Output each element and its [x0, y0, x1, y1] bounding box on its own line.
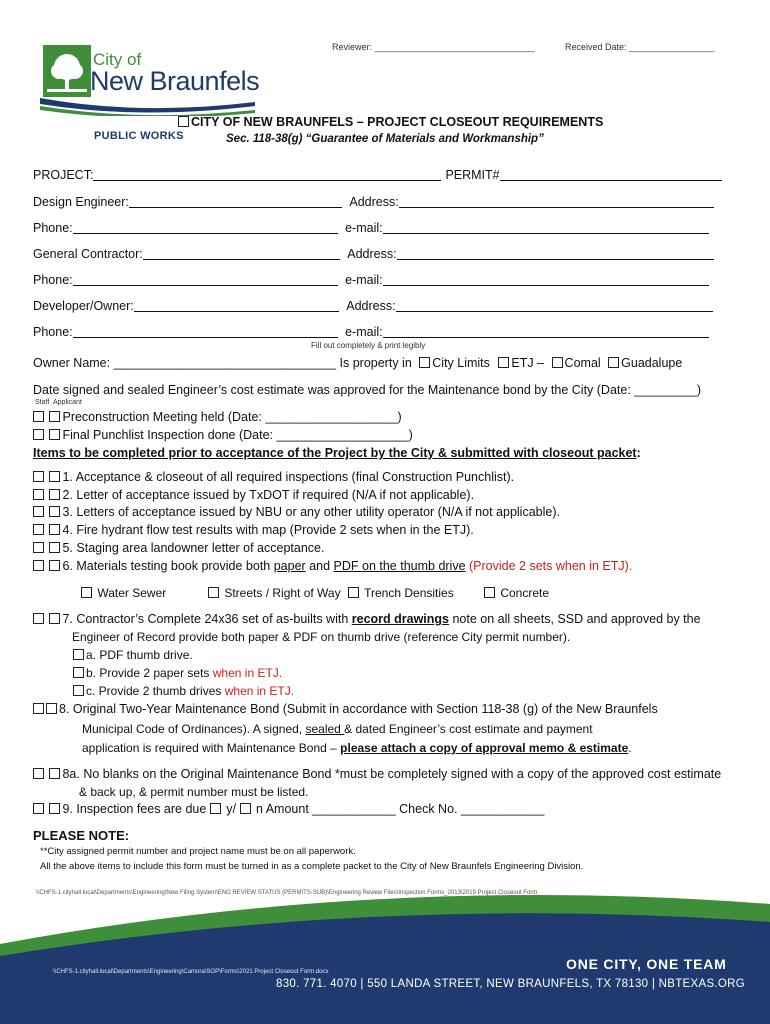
design-phone-row: Phone: e-mail: — [33, 221, 709, 235]
staff-checkbox[interactable] — [33, 471, 44, 482]
permit-input[interactable] — [500, 168, 722, 181]
item-7: 7. Contractor’s Complete 24x36 set of as-builts with record drawings note on all sheets, SSD and approved by the — [33, 612, 701, 626]
applicant-checkbox[interactable] — [46, 703, 57, 714]
fees-yes-checkbox[interactable] — [210, 803, 221, 814]
footer-contact: 830. 771. 4070 | 550 LANDA STREET, NEW BRAUNFELS, TX 78130 | NBTEXAS.ORG — [276, 978, 746, 990]
concrete-option: Concrete — [484, 586, 549, 600]
contractor-phone-row: Phone: e-mail: — [33, 273, 709, 287]
developer-phone-row: Phone: e-mail: — [33, 325, 709, 339]
item-8a-line2: & back up, & permit number must be listed. — [79, 785, 309, 799]
item-7b-checkbox[interactable] — [73, 667, 84, 678]
item-8-line3: application is required with Maintenance Bond – please attach a copy of approval memo & estimate. — [82, 741, 632, 755]
general-contractor-row: General Contractor: Address: — [33, 247, 714, 261]
cost-estimate-row: Date signed and sealed Engineer’s cost estimate was approved for the Maintenance bond by the City (Date: _________) — [33, 383, 702, 397]
item-3: 3. Letters of acceptance issued by NBU or any other utility operator (N/A if not applicable). — [33, 505, 560, 519]
item-4: 4. Fire hydrant flow test results with map (Provide 2 sets when in the ETJ). — [33, 523, 474, 537]
applicant-checkbox[interactable] — [49, 506, 60, 517]
design-engineer-address-input[interactable] — [399, 195, 714, 208]
applicant-checkbox[interactable] — [49, 542, 60, 553]
preconstruction-row: Preconstruction Meeting held (Date: ___________________) — [33, 410, 402, 424]
item-9: 9. Inspection fees are due y/ n Amount ____________ Check No. ____________ — [33, 802, 544, 816]
streets-option: Streets / Right of Way — [208, 586, 341, 600]
item-7a-checkbox[interactable] — [73, 649, 84, 660]
project-row: PROJECT: PERMIT# — [33, 168, 722, 182]
item-8: 8. Original Two-Year Maintenance Bond (Submit in accordance with Section 118-38 (g) of the New Braunfels — [33, 702, 658, 716]
staff-checkbox[interactable] — [33, 803, 44, 814]
note-heading: PLEASE NOTE: — [33, 828, 130, 843]
title-checkbox[interactable] — [178, 116, 189, 127]
developer-address-input[interactable] — [396, 299, 713, 312]
staff-checkbox[interactable] — [33, 703, 44, 714]
staff-checkbox[interactable] — [33, 768, 44, 779]
design-engineer-row: Design Engineer: Address: — [33, 195, 714, 209]
applicant-checkbox[interactable] — [49, 803, 60, 814]
general-contractor-input[interactable] — [143, 247, 340, 260]
footer-band — [0, 884, 770, 1024]
staff-checkbox[interactable] — [33, 506, 44, 517]
concrete-checkbox[interactable] — [484, 587, 495, 598]
applicant-checkbox[interactable] — [49, 560, 60, 571]
item-7c-checkbox[interactable] — [73, 685, 84, 696]
logo-name: New Braunfels — [90, 66, 260, 96]
water-sewer-checkbox[interactable] — [81, 587, 92, 598]
contractor-email-input[interactable] — [383, 273, 709, 286]
staff-checkbox[interactable] — [33, 524, 44, 535]
staff-column-label: Staff — [35, 399, 50, 406]
form-title: CITY OF NEW BRAUNFELS – PROJECT CLOSEOUT REQUIREMENTS — [178, 115, 603, 129]
logo-swoosh — [40, 94, 255, 116]
guadalupe-checkbox[interactable] — [608, 357, 619, 368]
water-sewer-option: Water Sewer — [81, 586, 166, 600]
reviewer-field[interactable]: Reviewer: ________________________________ — [332, 42, 535, 52]
punchlist-row: Final Punchlist Inspection done (Date: ___________________) — [33, 428, 413, 442]
logo-city-of: City of — [93, 50, 142, 69]
item-6: 6. Materials testing book provide both paper and PDF on the thumb drive (Provide 2 sets when in ETJ). — [33, 559, 632, 573]
project-input[interactable] — [93, 168, 441, 181]
tree-logo-icon — [43, 45, 91, 97]
developer-email-input[interactable] — [383, 325, 709, 338]
item-7b: b. Provide 2 paper sets when in ETJ. — [73, 666, 282, 680]
form-subtitle: Sec. 118-38(g) “Guarantee of Materials and Workmanship” — [226, 133, 544, 145]
fill-note: Fill out completely & print legibly — [311, 341, 426, 350]
developer-owner-input[interactable] — [134, 299, 339, 312]
staff-checkbox[interactable] — [33, 542, 44, 553]
etj-checkbox[interactable] — [498, 357, 509, 368]
logo-dept: PUBLIC WORKS — [94, 130, 184, 142]
owner-row: Owner Name: ________________________________ Is property in City Limits ETJ – Comal Guadalupe — [33, 356, 683, 370]
comal-checkbox[interactable] — [552, 357, 563, 368]
contractor-phone-input[interactable] — [73, 273, 338, 286]
item-1: 1. Acceptance & closeout of all required inspections (final Construction Punchlist). — [33, 470, 514, 484]
applicant-checkbox[interactable] — [49, 429, 60, 440]
item-7-line2: Engineer of Record provide both paper & PDF on thumb drive (reference City permit number). — [72, 630, 571, 644]
fees-no-checkbox[interactable] — [240, 803, 251, 814]
item-2: 2. Letter of acceptance issued by TxDOT if required (N/A if not applicable). — [33, 488, 474, 502]
city-limits-checkbox[interactable] — [419, 357, 430, 368]
staff-checkbox[interactable] — [33, 560, 44, 571]
applicant-checkbox[interactable] — [49, 489, 60, 500]
staff-checkbox[interactable] — [33, 429, 44, 440]
trench-checkbox[interactable] — [348, 587, 359, 598]
applicant-column-label: Applicant — [53, 399, 82, 406]
applicant-checkbox[interactable] — [49, 471, 60, 482]
staff-checkbox[interactable] — [33, 489, 44, 500]
applicant-checkbox[interactable] — [49, 524, 60, 535]
developer-phone-input[interactable] — [73, 325, 338, 338]
applicant-checkbox[interactable] — [49, 411, 60, 422]
applicant-checkbox[interactable] — [49, 768, 60, 779]
item-7c: c. Provide 2 thumb drives when in ETJ. — [73, 684, 294, 698]
item-8a: 8a. No blanks on the Original Maintenance Bond *must be completely signed with a copy of the approved cost estimate — [33, 767, 721, 781]
trench-option: Trench Densities — [348, 586, 454, 600]
contractor-address-input[interactable] — [397, 247, 714, 260]
item-8-line2: Municipal Code of Ordinances). A signed, sealed & dated Engineer’s cost estimate and payment — [82, 722, 593, 736]
developer-owner-row: Developer/Owner: Address: — [33, 299, 713, 313]
streets-checkbox[interactable] — [208, 587, 219, 598]
note-line-1: **City assigned permit number and project name must be on all paperwork. — [40, 846, 356, 857]
items-header: Items to be completed prior to acceptance of the Project by the City & submitted with closeout packet: — [33, 446, 641, 460]
design-engineer-input[interactable] — [129, 195, 342, 208]
staff-checkbox[interactable] — [33, 411, 44, 422]
item-5: 5. Staging area landowner letter of acceptance. — [33, 541, 324, 555]
note-line-2: All the above items to include this form must be turned in as a complete packet to the City of New Braunfels Engineering Division. — [40, 861, 584, 872]
footer-slogan: ONE CITY, ONE TEAM — [566, 956, 727, 972]
staff-checkbox[interactable] — [33, 613, 44, 624]
file-path-1: \\CHFS-1.cityhall.local\Departments\Engineering\New Filing System\ENG REVIEW STATUS (PERMITS-SUB)\Engineering Review Files\Inspection Forms_2013\2019 Project Closeout Form — [36, 890, 538, 896]
design-phone-input[interactable] — [73, 221, 338, 234]
item-7a: a. PDF thumb drive. — [73, 648, 193, 662]
file-path-2: \\CHFS-1.cityhall.local\Departments\Engineering\Camora\SOP\Forms\2021 Project Closeout Form.docx — [53, 969, 329, 975]
design-email-input[interactable] — [383, 221, 709, 234]
received-date-field[interactable]: Received Date: _________________ — [565, 42, 715, 52]
applicant-checkbox[interactable] — [49, 613, 60, 624]
